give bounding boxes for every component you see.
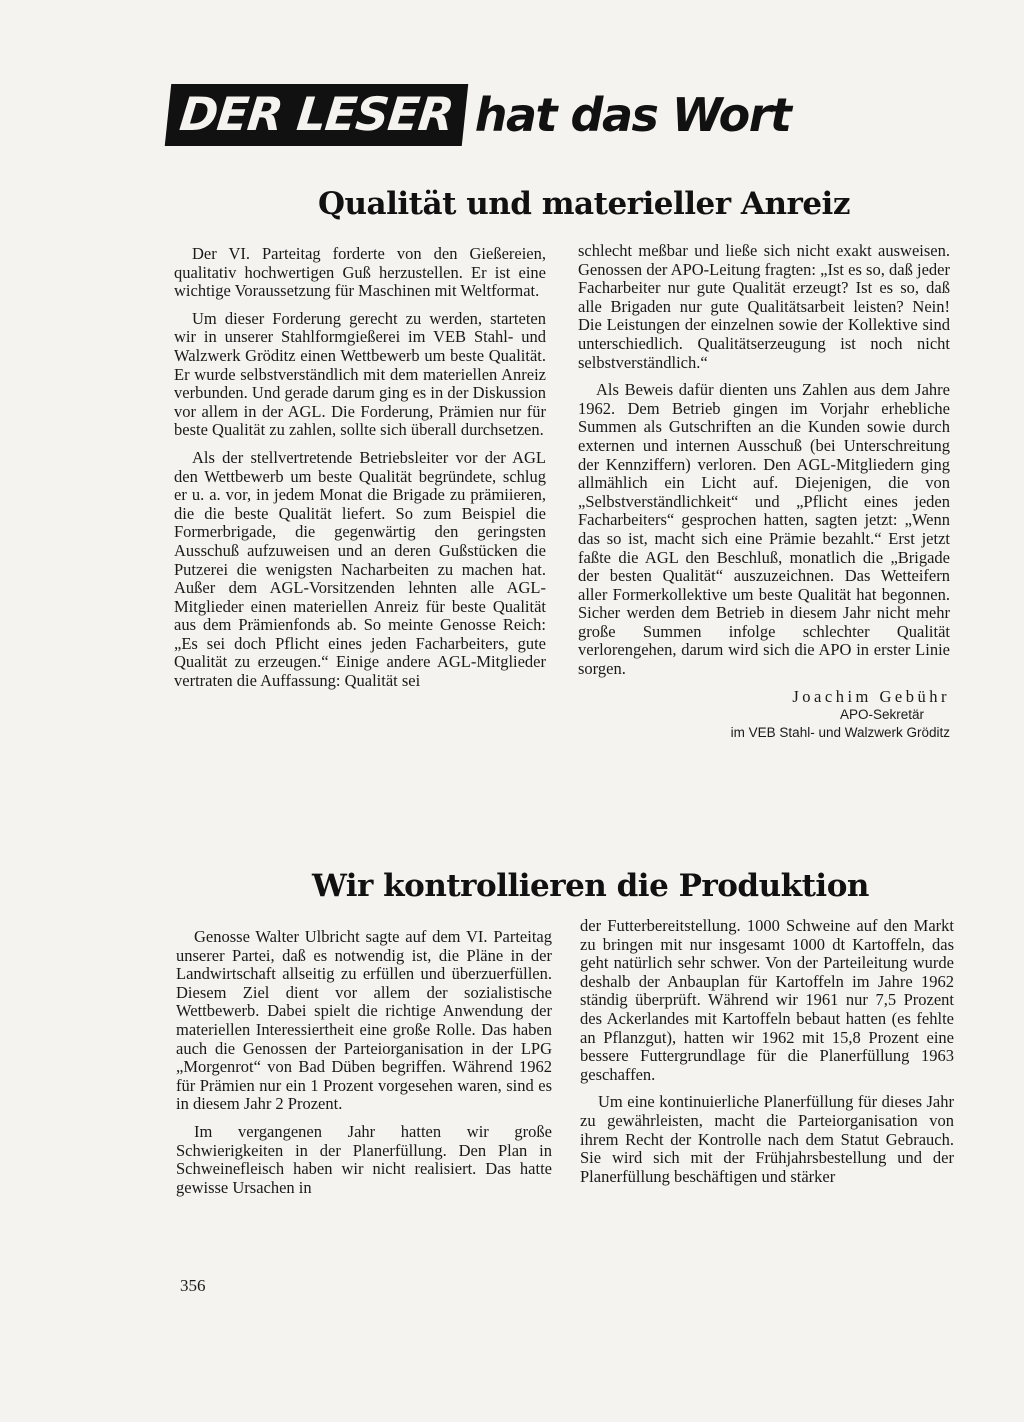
article2-paragraph: Um eine kontinuierliche Planerfüllung für dieses Jahr zu gewährleisten, macht die Parteiorganisation von ihrem Recht der Kontrolle nach dem Statut Gebrauch. Sie wird sich mit der Frühjahrsbestellung und der Planerfüllung beschäftigen und stärker	[580, 1092, 954, 1186]
article2-paragraph: der Futterbereitstellung. 1000 Schweine auf den Markt zu bringen mit nur insgesamt 1000 dt Kartoffeln, das geht natürlich sehr schwer. Von der Parteileitung wurde deshalb der Anbauplan für Kartoffeln im Jahre 1962 ständig überprüft. Während wir 1961 nur 7,5 Prozent des Ackerlandes mit Kartoffeln bebaut hatten (es fehlte an Pflanzgut), hatten wir 1962 mit 15,8 Prozent eine bessere Futtergrundlage für die Planerfüllung 1963 geschaffen.	[580, 916, 954, 1084]
masthead-boxed-title: DER LESER	[165, 84, 468, 146]
article1-paragraph: Als Beweis dafür dienten uns Zahlen aus dem Jahre 1962. Dem Betrieb gingen im Vorjahr erhebliche Summen als Gutschriften an die Kunden sowie durch externen und internen Ausschuß (bei Unterschreitung der Kennziffern) verloren. Den AGL-Mitgliedern ging allmählich ein Licht auf. Diejenigen, die von „Selbstverständlichkeit“ und „Pflicht eines jeden Facharbeiters“ gesprochen hatten, sagten jetzt: „Wenn das so ist, macht sich eine Prämie bezahlt.“ Erst jetzt faßte die AGL den Beschluß, monatlich die „Brigade der besten Qualität“ auszuzeichnen. Das Wetteifern aller Formerkollektive um beste Qualität hat begonnen. Sicher werden dem Betrieb in diesem Jahr nicht mehr große Summen infolge schlechter Qualität verlorengehen, darum wird sich die APO in erster Linie sorgen.	[578, 380, 950, 679]
article2-paragraph: Genosse Walter Ulbricht sagte auf dem VI. Parteitag unserer Partei, daß es notwendig ist, die Pläne in der Landwirtschaft allseitig zu erfüllen und überzuerfüllen. Diesem Ziel dient vor allem der sozialistische Wettbewerb. Dabei spielt die richtige Anwendung der materiellen Interessiertheit eine große Rolle. Das haben auch die Genossen der Parteiorganisation in der LPG „Morgenrot“ von Bad Düben begriffen. Während 1962 für Prämien nur ein 1 Prozent vorgesehen waren, sind es in diesem Jahr 2 Prozent.	[176, 927, 552, 1114]
article1-paragraph: Als der stellvertretende Betriebsleiter vor der AGL den Wettbewerb um beste Qualität begründete, schlug er u. a. vor, in jedem Monat die Brigade zu prämiieren, die die beste Qualität liefert. So zum Beispiel die Formerbrigade, die gegenwärtig den geringsten Ausschuß aufzuweisen und an deren Gußstücken die Putzerei die wenigsten Nacharbeiten zu machen hat. Außer dem AGL-Vorsitzenden lehnten alle AGL-Mitglieder einen materiellen Anreiz für beste Qualität aus dem Prämienfonds ab. So meinte Genosse Reich: „Es sei doch Pflicht eines jeden Facharbeiters, gute Qualität zu erzeugen.“ Einige andere AGL-Mitglieder vertraten die Auffassung: Qualität sei	[174, 447, 546, 691]
masthead	[168, 82, 790, 148]
article1-paragraph: Der VI. Parteitag forderte von den Gießereien, qualitativ hochwertigen Guß herzustellen. Er ist eine wichtige Voraussetzung für Maschinen mit Weltformat.	[174, 244, 546, 301]
article1-paragraph: Um dieser Forderung gerecht zu werden, starteten wir in unserer Stahlformgießerei im VEB Stahl- und Walzwerk Gröditz einen Wettbewerb um beste Qualität. Er wurde selbstverständlich mit dem materiellen Anreiz verbunden. Und gerade darum ging es in der Diskussion vor allem in der AGL. Die Forderung, Prämien nur für beste Qualität zu zahlen, sollte sich überall durchsetzen.	[174, 308, 546, 440]
article2-column-right	[580, 917, 954, 1195]
article2-paragraph: Im vergangenen Jahr hatten wir große Schwierigkeiten in der Planerfüllung. Den Plan in Schweinefleisch haben wir nicht realisiert. Das hatte gewisse Ursachen in	[176, 1121, 552, 1197]
author-name: Joachim Gebühr	[792, 686, 950, 706]
article1-column-right	[578, 242, 950, 742]
article2-column-left	[176, 928, 552, 1206]
article2-title: Wir kontrollieren die Produktion	[312, 868, 869, 904]
article1-title: Qualität und materieller Anreiz	[318, 186, 850, 222]
author-role: APO-Sekretär	[839, 706, 924, 722]
article1-signature	[578, 688, 950, 742]
masthead-title-rest: hat das Wort	[474, 88, 791, 142]
author-organization: im VEB Stahl- und Walzwerk Gröditz	[730, 724, 950, 740]
article1-paragraph: schlecht meßbar und ließe sich nicht exakt ausweisen. Genossen der APO-Leitung fragten: „Ist es so, daß jeder Facharbeiter nur gute Qualität erzeugt? Ist es so, daß alle Brigaden nur gute Qualitätsarbeit leisten? Nein! Die Leistungen der einzelnen sowie der Kollektive sind unterschiedlich. Qualitätserzeugung ist noch nicht selbstverständlich.“	[578, 241, 950, 372]
page-number: 356	[180, 1276, 206, 1295]
article1-column-left	[174, 245, 546, 700]
